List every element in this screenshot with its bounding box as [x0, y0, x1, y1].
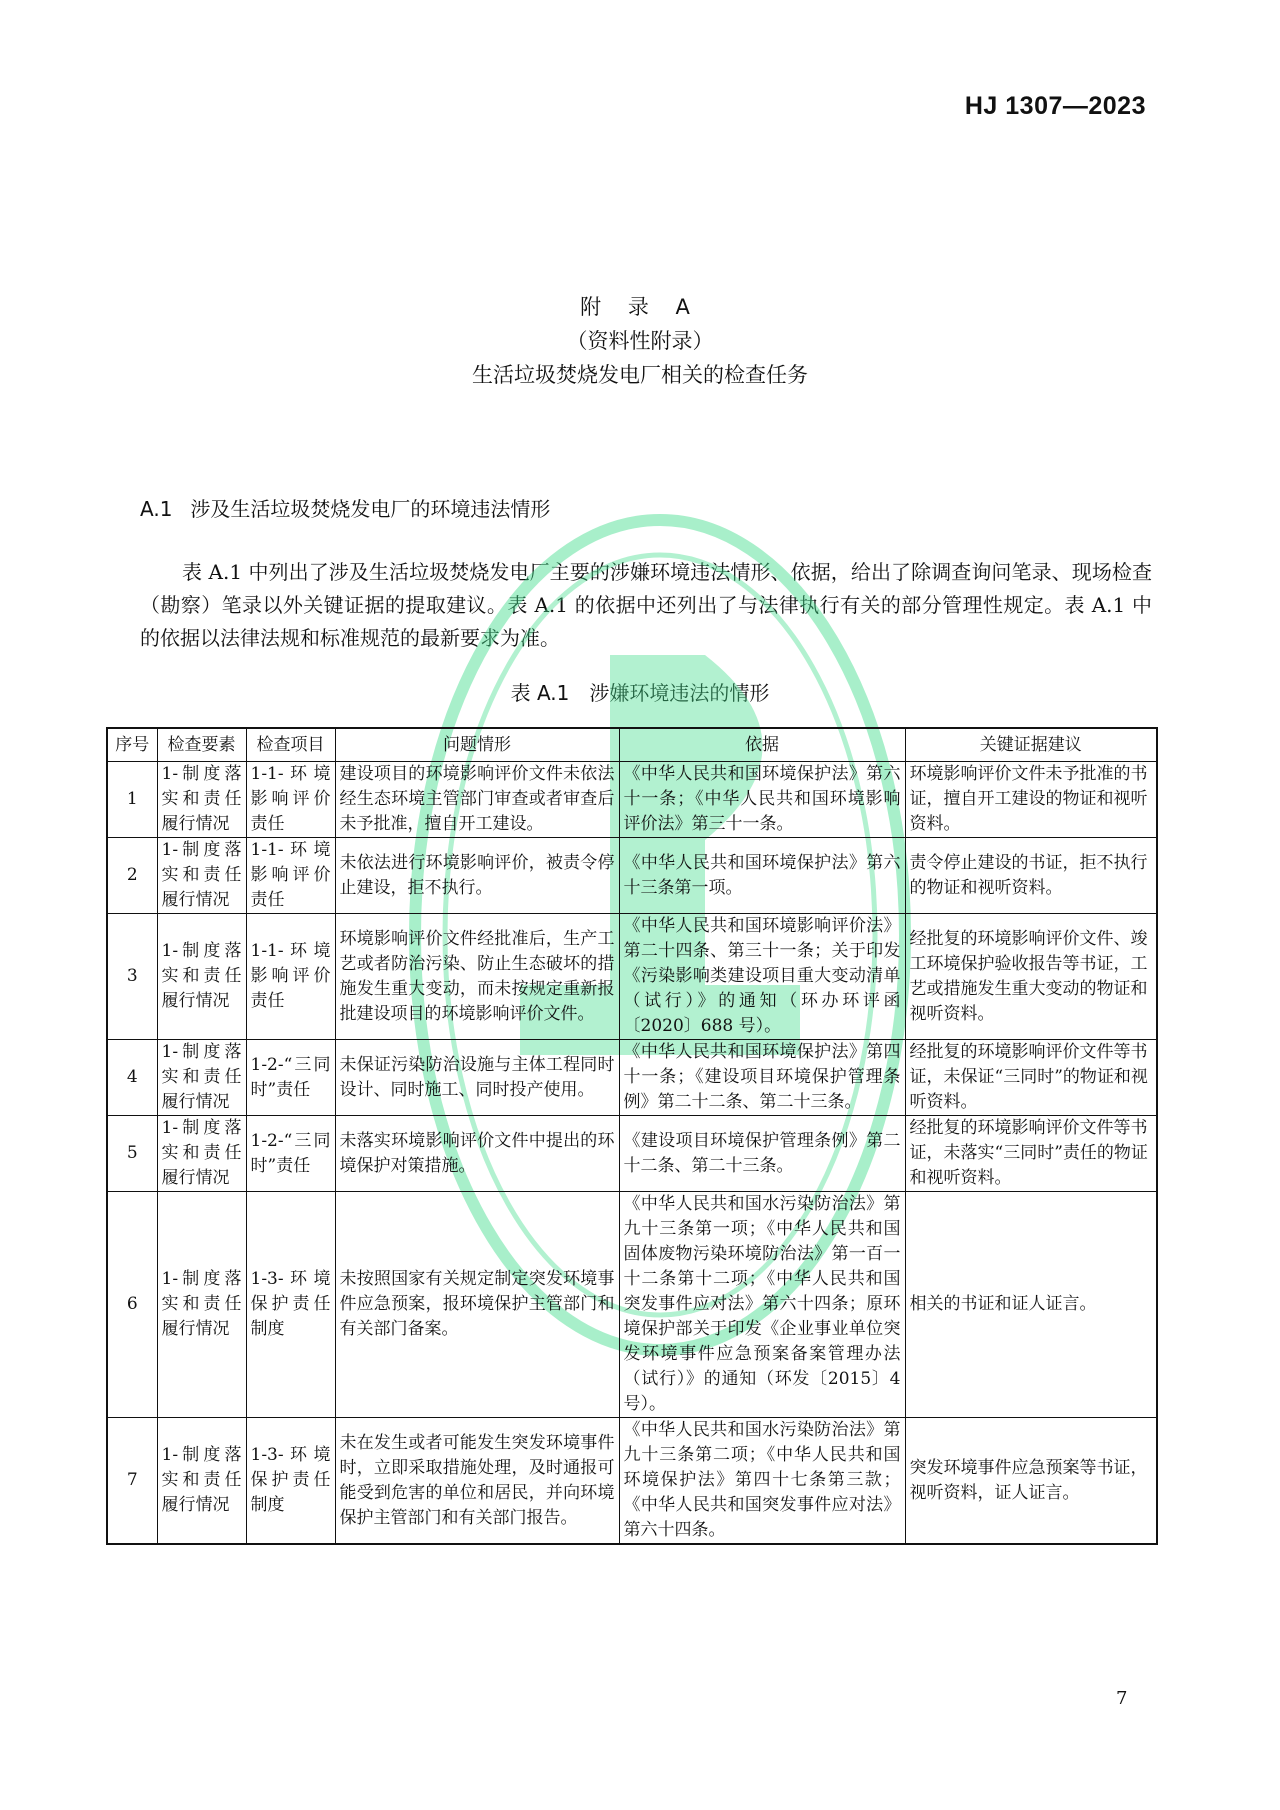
row-seq: 3: [107, 914, 157, 1040]
table-row: [107, 1040, 1157, 1116]
row-item: 1-1-环境影响评价责任: [246, 838, 335, 914]
row-evidence: 经批复的环境影响评价文件等书证，未保证“三同时”的物证和视听资料。: [905, 1040, 1157, 1116]
row-evidence: 突发环境事件应急预案等书证，视听资料，证人证言。: [905, 1418, 1157, 1545]
row-element: 1-制度落实和责任履行情况: [157, 1192, 246, 1418]
section-number: A.1: [140, 497, 173, 521]
row-seq: 6: [107, 1192, 157, 1418]
appendix-name: 生活垃圾焚烧发电厂相关的检查任务: [472, 363, 808, 387]
section-heading: [140, 493, 550, 522]
header-item: 检查项目: [246, 728, 335, 762]
table-title: 涉嫌环境违法的情形: [589, 681, 770, 705]
appendix-title: 附 录 A: [580, 295, 700, 319]
row-item: 1-2-“三同时”责任: [246, 1040, 335, 1116]
header-seq: 序号: [107, 728, 157, 762]
row-seq: 5: [107, 1116, 157, 1192]
section-title: 涉及生活垃圾焚烧发电厂的环境违法情形: [190, 497, 551, 521]
row-evidence: 经批复的环境影响评价文件等书证，未落实“三同时”责任的物证和视听资料。: [905, 1116, 1157, 1192]
row-problem: 未按照国家有关规定制定突发环境事件应急预案，报环境保护主管部门和有关部门备案。: [335, 1192, 619, 1418]
row-item: 1-1-环境影响评价责任: [246, 914, 335, 1040]
row-element: 1-制度落实和责任履行情况: [157, 914, 246, 1040]
row-seq: 1: [107, 762, 157, 838]
row-basis: 《建设项目环境保护管理条例》第二十二条、第二十三条。: [619, 1116, 905, 1192]
table-number: 表 A.1: [510, 681, 570, 705]
header-evidence: 关键证据建议: [905, 728, 1157, 762]
row-basis: 《中华人民共和国环境影响评价法》第二十四条、第三十一条；关于印发《污染影响类建设项目重大变动清单（试行）》的通知（环办环评函〔2020〕688 号）。: [619, 914, 905, 1040]
table-caption: [0, 677, 1280, 706]
page-number: 7: [1116, 1688, 1128, 1709]
table-row: [107, 1116, 1157, 1192]
row-problem: 未落实环境影响评价文件中提出的环境保护对策措施。: [335, 1116, 619, 1192]
row-evidence: 相关的书证和证人证言。: [905, 1192, 1157, 1418]
row-item: 1-1-环境影响评价责任: [246, 762, 335, 838]
standard-code: HJ 1307—2023: [964, 92, 1146, 120]
row-basis: 《中华人民共和国水污染防治法》第九十三条第二项；《中华人民共和国环境保护法》第四十七条第三款；《中华人民共和国突发事件应对法》第六十四条。: [619, 1418, 905, 1545]
row-problem: 环境影响评价文件经批准后，生产工艺或者防治污染、防止生态破坏的措施发生重大变动，而未按规定重新报批建设项目的环境影响评价文件。: [335, 914, 619, 1040]
row-element: 1-制度落实和责任履行情况: [157, 838, 246, 914]
table-row: [107, 1418, 1157, 1545]
row-evidence: 环境影响评价文件未予批准的书证，擅自开工建设的物证和视听资料。: [905, 762, 1157, 838]
row-seq: 4: [107, 1040, 157, 1116]
row-problem: 建设项目的环境影响评价文件未依法经生态环境主管部门审查或者审查后未予批准，擅自开工建设。: [335, 762, 619, 838]
row-element: 1-制度落实和责任履行情况: [157, 762, 246, 838]
row-element: 1-制度落实和责任履行情况: [157, 1418, 246, 1545]
table-row: [107, 762, 1157, 838]
appendix-subtitle: （资料性附录）: [566, 329, 714, 353]
row-basis: 《中华人民共和国环境保护法》第六十三条第一项。: [619, 838, 905, 914]
row-evidence: 责令停止建设的书证，拒不执行的物证和视听资料。: [905, 838, 1157, 914]
row-problem: 未依法进行环境影响评价，被责令停止建设，拒不执行。: [335, 838, 619, 914]
header-element: 检查要素: [157, 728, 246, 762]
row-problem: 未保证污染防治设施与主体工程同时设计、同时施工、同时投产使用。: [335, 1040, 619, 1116]
table-row: [107, 838, 1157, 914]
intro-text: 表 A.1 中列出了涉及生活垃圾焚烧发电厂主要的涉嫌环境违法情形、依据，给出了除调查询问笔录、现场检查（勘察）笔录以外关键证据的提取建议。表 A.1 的依据中还列出了与法律执行有关的部分管理性规定。表 A.1 中的依据以法律法规和标准规范的最新要求为准。: [140, 560, 1152, 650]
table-row: [107, 914, 1157, 1040]
row-seq: 7: [107, 1418, 157, 1545]
row-evidence: 经批复的环境影响评价文件、竣工环境保护验收报告等书证，工艺或措施发生重大变动的物证和视听资料。: [905, 914, 1157, 1040]
row-element: 1-制度落实和责任履行情况: [157, 1116, 246, 1192]
row-item: 1-2-“三同时”责任: [246, 1116, 335, 1192]
row-item: 1-3-环境保护责任制度: [246, 1418, 335, 1545]
table-header-row: [107, 728, 1157, 762]
violation-table: [106, 727, 1158, 1545]
row-basis: 《中华人民共和国水污染防治法》第九十三条第一项；《中华人民共和国固体废物污染环境防治法》第一百一十二条第十二项；《中华人民共和国突发事件应对法》第六十四条；原环境保护部关于印发《企业事业单位突发环境事件应急预案备案管理办法（试行）》的通知（环发〔2015〕4 号）。: [619, 1192, 905, 1418]
row-seq: 2: [107, 838, 157, 914]
row-basis: 《中华人民共和国环境保护法》第四十一条；《建设项目环境保护管理条例》第二十二条、第二十三条。: [619, 1040, 905, 1116]
header-basis: 依据: [619, 728, 905, 762]
appendix-heading: [0, 290, 1280, 392]
header-problem: 问题情形: [335, 728, 619, 762]
intro-paragraph: [140, 556, 1152, 655]
table-row: [107, 1192, 1157, 1418]
row-item: 1-3-环境保护责任制度: [246, 1192, 335, 1418]
row-element: 1-制度落实和责任履行情况: [157, 1040, 246, 1116]
row-problem: 未在发生或者可能发生突发环境事件时，立即采取措施处理，及时通报可能受到危害的单位和居民，并向环境保护主管部门和有关部门报告。: [335, 1418, 619, 1545]
row-basis: 《中华人民共和国环境保护法》第六十一条；《中华人民共和国环境影响评价法》第三十一条。: [619, 762, 905, 838]
